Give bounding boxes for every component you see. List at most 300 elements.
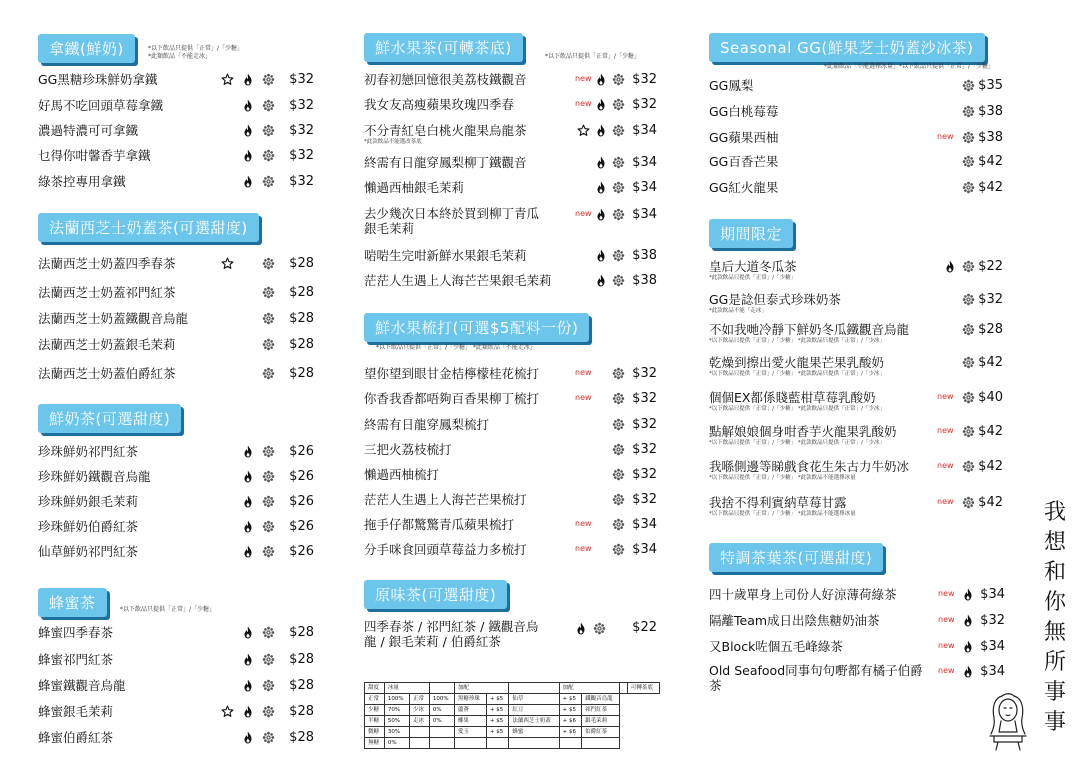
item-note: *以下飲品只提供「正常」/「少糖」 *此款飲品只提供「正常」/「少冰」	[709, 406, 885, 412]
item-name: 珍珠鮮奶銀毛茉莉	[38, 494, 139, 509]
item-name: 你香我香都唔夠百香果柳丁梳打	[364, 391, 540, 406]
item-price: $26	[289, 544, 314, 559]
ice-icon	[261, 652, 275, 666]
item-name: 乾燥到擦出愛火龍果芒果乳酸奶	[709, 355, 885, 370]
item-name: GG是諗但泰式珍珠奶茶	[709, 292, 841, 307]
section-title: 期間限定	[709, 219, 793, 248]
item-name: 好馬不吃回頭草莓拿鐵	[38, 98, 164, 113]
item-price: $26	[289, 469, 314, 484]
ice-icon	[261, 625, 275, 639]
legend-cell: + $5	[486, 705, 508, 716]
hot-icon	[241, 123, 255, 137]
item-name: 我捨不得利賓納草莓甘露	[709, 495, 847, 510]
item-name: 法蘭西芝士奶蓋四季春茶	[38, 256, 176, 271]
hot-icon	[241, 625, 255, 639]
legend-cell: + $5	[486, 727, 508, 738]
ice-icon	[611, 492, 625, 506]
legend-cell: 椰果	[454, 716, 486, 727]
ice-icon	[611, 155, 625, 169]
menu-item[interactable]	[709, 321, 1003, 344]
ice-icon	[961, 180, 975, 194]
new-tag: new	[937, 132, 954, 141]
menu-item[interactable]	[709, 103, 1003, 120]
item-name: 我喺側邊等睇戲食花生朱古力牛奶冰	[709, 459, 910, 474]
legend-row	[365, 727, 660, 738]
item-price: $34	[980, 664, 1005, 679]
menu-item[interactable]	[38, 729, 314, 746]
hot-icon	[961, 613, 975, 627]
item-note: *以下飲品只提供「正常」/「少糖」 *此款飲品不能選擇冰量	[709, 475, 856, 481]
slogan-char: 事	[1043, 680, 1066, 705]
ice-icon	[261, 256, 275, 270]
legend-cell: 蘆薈	[454, 705, 486, 716]
item-price: $32	[632, 366, 657, 381]
item-name: 珍珠鮮奶伯爵紅茶	[38, 519, 139, 534]
legend-cell: 可轉茶底	[627, 683, 659, 694]
legend-cell: 少冰	[409, 705, 429, 716]
ice-icon	[261, 544, 275, 558]
section-note: *以下飲品只提供「正常」/「少糖」	[148, 45, 244, 52]
new-tag: new	[937, 392, 954, 401]
menu-item[interactable]	[364, 154, 657, 171]
menu-item[interactable]	[38, 71, 314, 88]
ice-icon	[611, 417, 625, 431]
legend-cell: 加配	[559, 683, 620, 694]
legend-cell: 黑糖珍珠	[454, 694, 486, 705]
legend-cell: 鐵觀音烏龍	[582, 694, 620, 705]
ice-icon	[611, 97, 625, 111]
slogan-char: 所	[1043, 650, 1066, 675]
section-seasonal	[709, 33, 1049, 70]
item-name: 四季春茶 / 祁門紅茶 / 鐵觀音烏龍 / 銀毛茉莉 / 伯爵紅茶	[364, 619, 539, 649]
new-tag: new	[938, 589, 955, 598]
item-price: $28	[289, 337, 314, 352]
item-price: $28	[289, 704, 314, 719]
menu-item[interactable]	[38, 255, 314, 272]
menu-item[interactable]	[364, 491, 657, 508]
hot-icon	[943, 259, 957, 273]
ice-icon	[261, 469, 275, 483]
item-note: *此款飲品不能選改茶底	[364, 139, 422, 145]
item-name: 仙草鮮奶祁門紅茶	[38, 544, 139, 559]
item-note: *此款飲品只提供「正常」/「少糖」	[709, 275, 797, 281]
hot-icon	[594, 97, 608, 111]
legend-cell: + $5	[486, 694, 508, 705]
item-name: GG蘋果西柚	[709, 130, 779, 145]
hot-icon	[241, 174, 255, 188]
item-name: 皇后大道冬瓜茶	[709, 259, 797, 274]
item-name: 法蘭西芝士奶蓋伯爵紅茶	[38, 366, 176, 381]
section-note: *此類飲品「不能選擇冰量」*以下飲品只提供「正常」/「少糖」	[824, 63, 995, 70]
menu-item[interactable]	[709, 258, 1003, 281]
item-name: 隔離Team成日出陰焦糖奶油茶	[709, 613, 880, 628]
menu-item[interactable]	[38, 624, 314, 641]
item-name: 懶過西柚銀毛茉莉	[364, 180, 465, 195]
new-tag: new	[575, 74, 592, 83]
menu-item[interactable]	[38, 468, 314, 485]
legend-cell: 100%	[384, 694, 409, 705]
slogan-char: 你	[1043, 590, 1066, 615]
item-price: $32	[289, 72, 314, 87]
legend-cell: 0%	[384, 738, 409, 749]
item-note: *以下飲品只提供「正常」/「少糖」 *此款飲品只提供「正常」/「少冰」	[709, 338, 885, 344]
slogan-char: 想	[1043, 530, 1066, 555]
hot-icon	[961, 587, 975, 601]
item-price: $42	[978, 154, 1003, 169]
section-note: *以下飲品只提供「正常」/「少糖」	[120, 606, 216, 613]
hot-icon	[594, 72, 608, 86]
legend-cell: 加配	[454, 683, 508, 694]
item-name: 初春初戀回憶很美荔枝鐵觀音	[364, 72, 527, 87]
item-name: 又Block咗個五毛峰綠茶	[709, 639, 843, 654]
menu-item[interactable]	[364, 516, 657, 533]
item-name: 個個EX都係賤藍柑草莓乳酸奶	[709, 390, 876, 405]
hot-icon	[961, 639, 975, 653]
hot-icon	[241, 494, 255, 508]
menu-item[interactable]	[38, 651, 314, 668]
ice-icon	[611, 123, 625, 137]
menu-item[interactable]	[709, 586, 1005, 603]
item-price: $42	[978, 180, 1003, 195]
ice-icon	[961, 424, 975, 438]
legend-cell: 法蘭西芝士奶蓋	[509, 716, 559, 727]
new-tag: new	[938, 666, 955, 675]
item-price: $38	[632, 273, 657, 288]
menu-item[interactable]	[709, 638, 1005, 655]
legend-cell	[620, 683, 628, 694]
item-price: $22	[632, 620, 657, 635]
section-title: Seasonal GG(鮮果芝士奶蓋沙冰茶)	[709, 33, 985, 62]
menu-item[interactable]	[364, 272, 657, 289]
item-name: 拖手仔都驚驚青瓜蘋果梳打	[364, 517, 515, 532]
item-name: 懶過西柚梳打	[364, 467, 440, 482]
item-price: $34	[632, 207, 657, 222]
menu-item[interactable]	[38, 284, 314, 301]
item-price: $32	[632, 72, 657, 87]
star-icon	[220, 72, 234, 86]
new-tag: new	[937, 497, 954, 506]
item-price: $28	[289, 256, 314, 271]
legend-cell: + $5	[486, 716, 508, 727]
section-latte	[38, 34, 314, 63]
menu-item[interactable]	[38, 703, 314, 720]
legend-cell: 正常	[409, 694, 429, 705]
menu-item[interactable]	[709, 153, 1003, 170]
menu-item[interactable]	[38, 518, 314, 535]
legend-cell: 走冰	[409, 716, 429, 727]
menu-item[interactable]	[38, 443, 314, 460]
section-special	[709, 543, 883, 572]
slogan-char: 無	[1043, 620, 1066, 645]
ice-icon	[961, 495, 975, 509]
menu-item[interactable]	[364, 416, 657, 433]
item-name: 茫茫人生遇上人海芒芒果梳打	[364, 492, 527, 507]
item-price: $34	[632, 542, 657, 557]
ice-icon	[261, 123, 275, 137]
ice-icon	[961, 390, 975, 404]
menu-item[interactable]	[364, 71, 657, 88]
special-list	[709, 586, 1005, 696]
item-name: GG鳳梨	[709, 78, 754, 93]
menu-item[interactable]	[364, 390, 657, 407]
ice-icon	[261, 72, 275, 86]
menu-item[interactable]	[38, 677, 314, 694]
section-cheese	[38, 213, 259, 242]
menu-item[interactable]	[364, 122, 657, 145]
legend-cell: 半糖	[365, 716, 385, 727]
hot-icon	[241, 730, 255, 744]
item-name: Old Seafood同事句句嘢都有橘子伯爵茶	[709, 663, 923, 693]
menu-item[interactable]	[38, 365, 314, 382]
item-price: $32	[632, 442, 657, 457]
section-title: 鮮水果茶(可轉茶底)	[364, 33, 523, 62]
item-name: 啱啱生完咁新鮮水果銀毛茉莉	[364, 248, 527, 263]
menu-item[interactable]	[709, 77, 1003, 94]
item-note: *以下飲品只提供「正常」/「少糖」 *此款飲品只提供「正常」/「少冰」	[709, 371, 885, 377]
soda-list	[364, 365, 657, 565]
item-name: GG白桃莓莓	[709, 104, 779, 119]
ice-icon	[961, 322, 975, 336]
cheese-list	[38, 255, 314, 385]
menu-item[interactable]	[364, 179, 657, 196]
legend-cell: 伯爵紅茶	[582, 727, 620, 738]
ice-icon	[261, 444, 275, 458]
item-price: $38	[632, 248, 657, 263]
new-tag: new	[575, 544, 592, 553]
new-tag: new	[575, 368, 592, 377]
new-tag: new	[938, 641, 955, 650]
ice-icon	[961, 130, 975, 144]
item-price: $28	[289, 678, 314, 693]
item-price: $32	[289, 148, 314, 163]
item-price: $28	[289, 652, 314, 667]
item-note: *以下飲品只提供「正常」/「少糖」 *此款飲品不能選擇冰量	[709, 511, 856, 517]
ice-icon	[611, 467, 625, 481]
item-price: $26	[289, 444, 314, 459]
menu-item[interactable]	[38, 543, 314, 560]
ice-icon	[961, 459, 975, 473]
menu-item[interactable]	[38, 173, 314, 190]
menu-item[interactable]	[38, 147, 314, 164]
vertical-slogan	[1040, 498, 1070, 738]
legend-cell: 70%	[384, 705, 409, 716]
ice-icon	[261, 730, 275, 744]
item-price: $28	[289, 625, 314, 640]
item-name: 蜂蜜祁門紅茶	[38, 652, 114, 667]
section-note: *以下飲品只提供「正常」/「少糖」	[545, 53, 641, 60]
hot-icon	[241, 678, 255, 692]
hot-icon	[241, 704, 255, 718]
item-name: 茫茫人生遇上人海芒芒果銀毛茉莉	[364, 273, 552, 288]
legend-cell: 無糖	[365, 738, 385, 749]
menu-item[interactable]	[364, 247, 657, 264]
item-price: $34	[980, 639, 1005, 654]
legend-cell	[409, 727, 429, 738]
section-milktea	[38, 404, 181, 433]
section-note: *此類飲品「不能走冰」	[148, 53, 212, 60]
item-price: $40	[978, 390, 1003, 405]
ice-icon	[261, 311, 275, 325]
item-name: 四十歲單身上司份人好涼薄荷綠茶	[709, 587, 897, 602]
ice-icon	[261, 148, 275, 162]
hot-icon	[241, 519, 255, 533]
legend-cell: 正常	[365, 694, 385, 705]
ice-icon	[961, 259, 975, 273]
menu-item[interactable]	[38, 97, 314, 114]
hot-icon	[241, 444, 255, 458]
menu-item[interactable]	[364, 365, 657, 382]
hot-icon	[594, 180, 608, 194]
legend-cell	[486, 738, 508, 749]
legend-row	[365, 738, 660, 749]
hot-icon	[241, 544, 255, 558]
legend-cell: 仙草	[509, 694, 559, 705]
item-price: $32	[632, 467, 657, 482]
item-name: 去少幾次日本終於買到柳丁青瓜銀毛茉莉	[364, 206, 540, 236]
legend-row	[365, 705, 660, 716]
hot-icon	[961, 664, 975, 678]
legend-cell: 100%	[429, 694, 454, 705]
item-price: $38	[978, 104, 1003, 119]
latte-list	[38, 71, 314, 201]
ice-icon	[592, 621, 606, 635]
ice-icon	[611, 391, 625, 405]
item-name: GG百香芒果	[709, 154, 779, 169]
ice-icon	[261, 494, 275, 508]
legend-row	[365, 716, 660, 727]
star-icon	[576, 123, 590, 137]
ice-icon	[261, 285, 275, 299]
menu-item[interactable]	[709, 458, 1003, 481]
item-price: $38	[978, 130, 1003, 145]
item-price: $32	[289, 98, 314, 113]
item-name: 蜂蜜伯爵紅茶	[38, 730, 114, 745]
menu-item[interactable]	[709, 423, 1003, 446]
item-price: $22	[978, 259, 1003, 274]
original-item[interactable]	[364, 619, 657, 669]
hot-icon	[241, 72, 255, 86]
menu-item[interactable]	[709, 494, 1003, 517]
item-price: $32	[289, 123, 314, 138]
legend-cell: 50%	[384, 716, 409, 727]
section-limited	[709, 219, 793, 248]
menu-item[interactable]	[364, 541, 657, 558]
menu-item[interactable]	[38, 310, 314, 327]
item-name: 綠茶控專用拿鐵	[38, 174, 126, 189]
hot-icon	[594, 273, 608, 287]
menu-item[interactable]	[364, 96, 657, 113]
legend-cell: 紅豆	[509, 705, 559, 716]
legend-cell: + $6	[559, 727, 581, 738]
item-name: 珍珠鮮奶鐵觀音烏龍	[38, 469, 151, 484]
section-title: 特調茶葉茶(可選甜度)	[709, 543, 883, 572]
item-name: 濃過特濃可可拿鐵	[38, 123, 139, 138]
legend-cell	[429, 738, 454, 749]
item-price: $34	[632, 123, 657, 138]
item-name: 終需有日龍穿鳳梨梳打	[364, 417, 490, 432]
menu-item[interactable]	[709, 354, 1003, 377]
menu-item[interactable]	[709, 179, 1003, 196]
item-name: 不如我哋冷靜下鮮奶冬瓜鐵觀音烏龍	[709, 322, 910, 337]
menu-item[interactable]	[709, 291, 1003, 314]
item-price: $34	[632, 517, 657, 532]
options-legend-table	[364, 682, 660, 749]
menu-item[interactable]	[709, 612, 1005, 629]
slogan-char: 我	[1043, 500, 1066, 525]
legend-row	[365, 683, 660, 694]
legend-cell: 甜度	[365, 683, 385, 694]
legend-cell	[409, 738, 429, 749]
menu-item[interactable]	[38, 122, 314, 139]
item-price: $28	[978, 322, 1003, 337]
item-name: 蜂蜜鐵觀音烏龍	[38, 678, 126, 693]
legend-cell: + $6	[559, 716, 581, 727]
menu-item[interactable]	[38, 336, 314, 353]
legend-cell	[559, 738, 581, 749]
ice-icon	[261, 519, 275, 533]
menu-item[interactable]	[709, 129, 1003, 146]
legend-cell	[582, 738, 620, 749]
item-price: $42	[978, 355, 1003, 370]
legend-cell: 30%	[384, 727, 409, 738]
new-tag: new	[937, 461, 954, 470]
item-price: $42	[978, 495, 1003, 510]
item-price: $34	[632, 155, 657, 170]
menu-item[interactable]	[709, 389, 1003, 412]
section-fruittea	[364, 33, 664, 62]
section-soda	[364, 313, 664, 351]
item-price: $34	[980, 587, 1005, 602]
section-title: 鮮水果梳打(可選$5配料一份)	[364, 313, 589, 342]
item-price: $28	[289, 366, 314, 381]
item-price: $34	[632, 180, 657, 195]
hot-icon	[241, 98, 255, 112]
legend-cell: 蜂蜜	[509, 727, 559, 738]
section-title: 鮮奶茶(可選甜度)	[38, 404, 181, 433]
milktea-list	[38, 443, 314, 563]
legend-row	[365, 694, 660, 705]
item-price: $42	[978, 459, 1003, 474]
legend-cell: 冰量	[384, 683, 429, 694]
new-tag: new	[575, 209, 592, 218]
legend-cell: 少糖	[365, 705, 385, 716]
menu-item[interactable]	[364, 206, 657, 238]
hot-icon	[594, 207, 608, 221]
legend-cell	[509, 738, 559, 749]
menu-item[interactable]	[364, 441, 657, 458]
ice-icon	[261, 174, 275, 188]
item-name: 法蘭西芝士奶蓋祁門紅茶	[38, 285, 176, 300]
menu-item[interactable]	[364, 466, 657, 483]
legend-cell: 祁門紅茶	[582, 705, 620, 716]
limited-list	[709, 258, 1003, 528]
ice-icon	[611, 207, 625, 221]
legend-cell: 愛玉	[454, 727, 486, 738]
item-name: 不分青紅皂白桃火龍果烏龍茶	[364, 123, 527, 138]
section-honey	[38, 588, 314, 617]
item-name: 法蘭西芝士奶蓋鐵觀音烏龍	[38, 311, 189, 326]
item-price: $32	[632, 97, 657, 112]
menu-item[interactable]	[709, 663, 1005, 695]
item-note: *以下飲品只提供「正常」/「少糖」 *此款飲品只提供「正常」/「少冰」	[709, 440, 885, 446]
girl-drawing-icon	[982, 690, 1034, 752]
seasonal-list	[709, 77, 1003, 197]
item-price: $28	[289, 285, 314, 300]
star-icon	[220, 704, 234, 718]
ice-icon	[261, 366, 275, 380]
item-name: GG紅火龍果	[709, 180, 779, 195]
menu-item[interactable]	[38, 493, 314, 510]
